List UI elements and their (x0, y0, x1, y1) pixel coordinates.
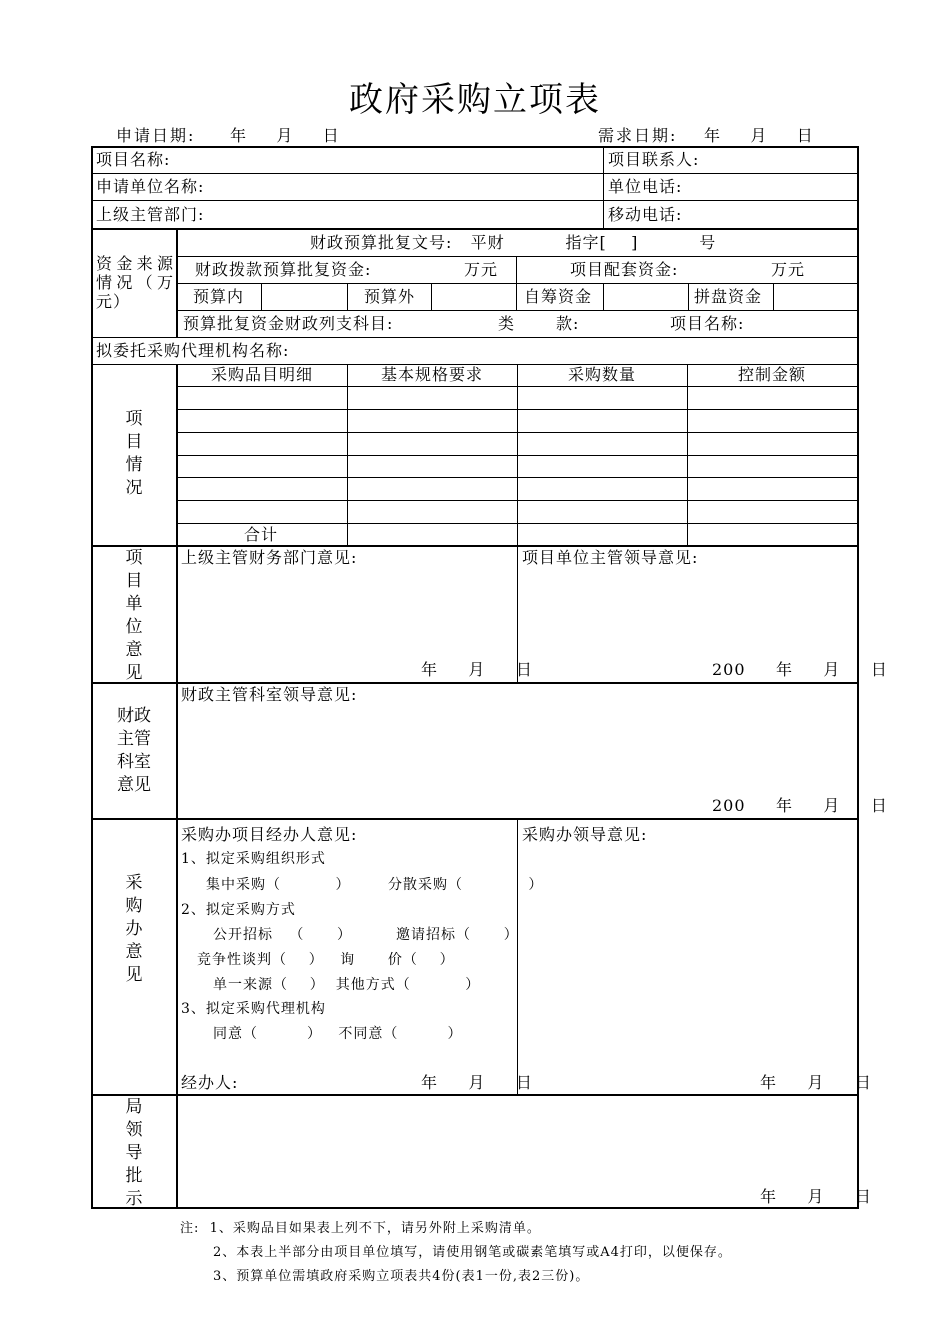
apply-unit-label: 申请单位名称: (96, 177, 205, 196)
unit-leader-opinion-label: 项目单位主管领导意见: (522, 548, 699, 567)
agency-heading: 3、拟定采购代理机构 (181, 1001, 326, 1017)
budget-subject-label: 预算批复资金财政列支科目: (183, 314, 394, 333)
col-header-amount: 控制金额 (737, 365, 806, 384)
matching-funds-unit: 万元 (771, 260, 806, 279)
subject-lei-label: 类 (498, 314, 516, 333)
table-row[interactable] (178, 501, 858, 523)
apply-date-field[interactable]: 年 月 日 (230, 126, 341, 145)
total-label: 合计 (244, 525, 279, 544)
project-name-label: 项目名称: (96, 150, 171, 169)
col-header-item: 采购品目明细 (210, 365, 313, 384)
bureau-section-label: 局领导批示 (125, 1097, 143, 1209)
org-form-heading: 1、拟定采购组织形式 (181, 851, 326, 867)
col-header-spec: 基本规格要求 (380, 365, 483, 384)
table-row[interactable] (178, 456, 858, 477)
mobile-phone-label: 移动电话: (608, 205, 683, 224)
unit-opinion-section-label: 项目单位意见 (125, 548, 143, 683)
form-title: 政府采购立项表 (349, 80, 601, 120)
subject-kuan-label: 款: (556, 314, 580, 333)
finance-dept-opinion-label: 上级主管财务部门意见: (181, 548, 358, 567)
approval-doc-number: 财政预算批复文号: 平财 指字[ ] 号 (310, 233, 717, 252)
note-1: 注: 1、采购品目如果表上列不下，请另外附上采购清单。 (180, 1221, 541, 1236)
table-row[interactable] (178, 410, 858, 432)
unit-phone-label: 单位电话: (608, 177, 683, 196)
procurement-leader-date: 年 月 日 (760, 1073, 872, 1092)
handler-date: 年 月 日 (421, 1073, 533, 1092)
handler-label: 经办人: (181, 1073, 239, 1092)
allocated-funds-label: 财政拨款预算批复资金: (195, 260, 372, 279)
items-section-label: 项目情况 (125, 409, 143, 498)
bureau-date: 年 月 日 (760, 1187, 872, 1206)
finance-dept-date: 年 月 日 (421, 660, 533, 679)
need-date-label: 需求日期: (598, 126, 678, 145)
open-bid-option[interactable]: 公开招标 （ ） (213, 927, 353, 943)
handler-opinion-label: 采购办项目经办人意见: (181, 825, 358, 844)
table-row[interactable] (178, 387, 858, 409)
note-2: 2、本表上半部分由项目单位填写，请使用钢笔或碳素笔填写或A4打印，以便保存。 (213, 1245, 732, 1260)
allocated-funds-unit: 万元 (464, 260, 499, 279)
need-date-field[interactable]: 年 月 日 (704, 126, 815, 145)
pooled-funds-label: 拼盘资金 (694, 287, 763, 306)
col-header-quantity: 采购数量 (567, 365, 636, 384)
table-row[interactable] (178, 478, 858, 500)
single-source-other-options[interactable]: 单一来源（ ） 其他方式（ ） (213, 977, 481, 993)
note-3: 3、预算单位需填政府采购立项表共4份(表1一份,表2三份)。 (213, 1269, 590, 1284)
agency-name-label: 拟委托采购代理机构名称: (96, 341, 290, 360)
subject-item-name-label: 项目名称: (670, 314, 745, 333)
finance-office-date: 200 年 月 日 (712, 796, 888, 815)
finance-office-opinion-label: 财政主管科室领导意见: (181, 685, 358, 704)
finance-office-section-label: 财政主管科室意见 (117, 706, 151, 795)
apply-date-label: 申请日期: (116, 126, 196, 145)
unit-leader-date: 200 年 月 日 (712, 660, 888, 679)
agree-options[interactable]: 同意（ ） 不同意（ ） (213, 1026, 463, 1042)
procurement-section-label: 采购办意见 (125, 873, 143, 985)
table-row[interactable] (178, 433, 858, 455)
matching-funds-label: 项目配套资金: (570, 260, 679, 279)
project-name-field[interactable] (180, 148, 600, 173)
procurement-leader-opinion-label: 采购办领导意见: (522, 825, 648, 844)
superior-dept-label: 上级主管部门: (96, 205, 205, 224)
invited-bid-option[interactable]: 邀请招标（ ） (396, 927, 519, 943)
bureau-instruction-field[interactable] (178, 1096, 858, 1207)
out-budget-label: 预算外 (364, 287, 416, 306)
method-heading: 2、拟定采购方式 (181, 902, 296, 918)
self-raised-label: 自筹资金 (524, 287, 593, 306)
negotiation-inquiry-options[interactable]: 竞争性谈判（ ） 询 价（ ） (197, 952, 455, 968)
decentralized-option[interactable]: 分散采购（ ） (388, 877, 544, 893)
project-contact-label: 项目联系人: (608, 150, 700, 169)
centralized-option[interactable]: 集中采购（ ） (206, 877, 351, 893)
in-budget-label: 预算内 (193, 287, 245, 306)
funds-section-label: 资金来源情况（万元） (96, 254, 174, 311)
